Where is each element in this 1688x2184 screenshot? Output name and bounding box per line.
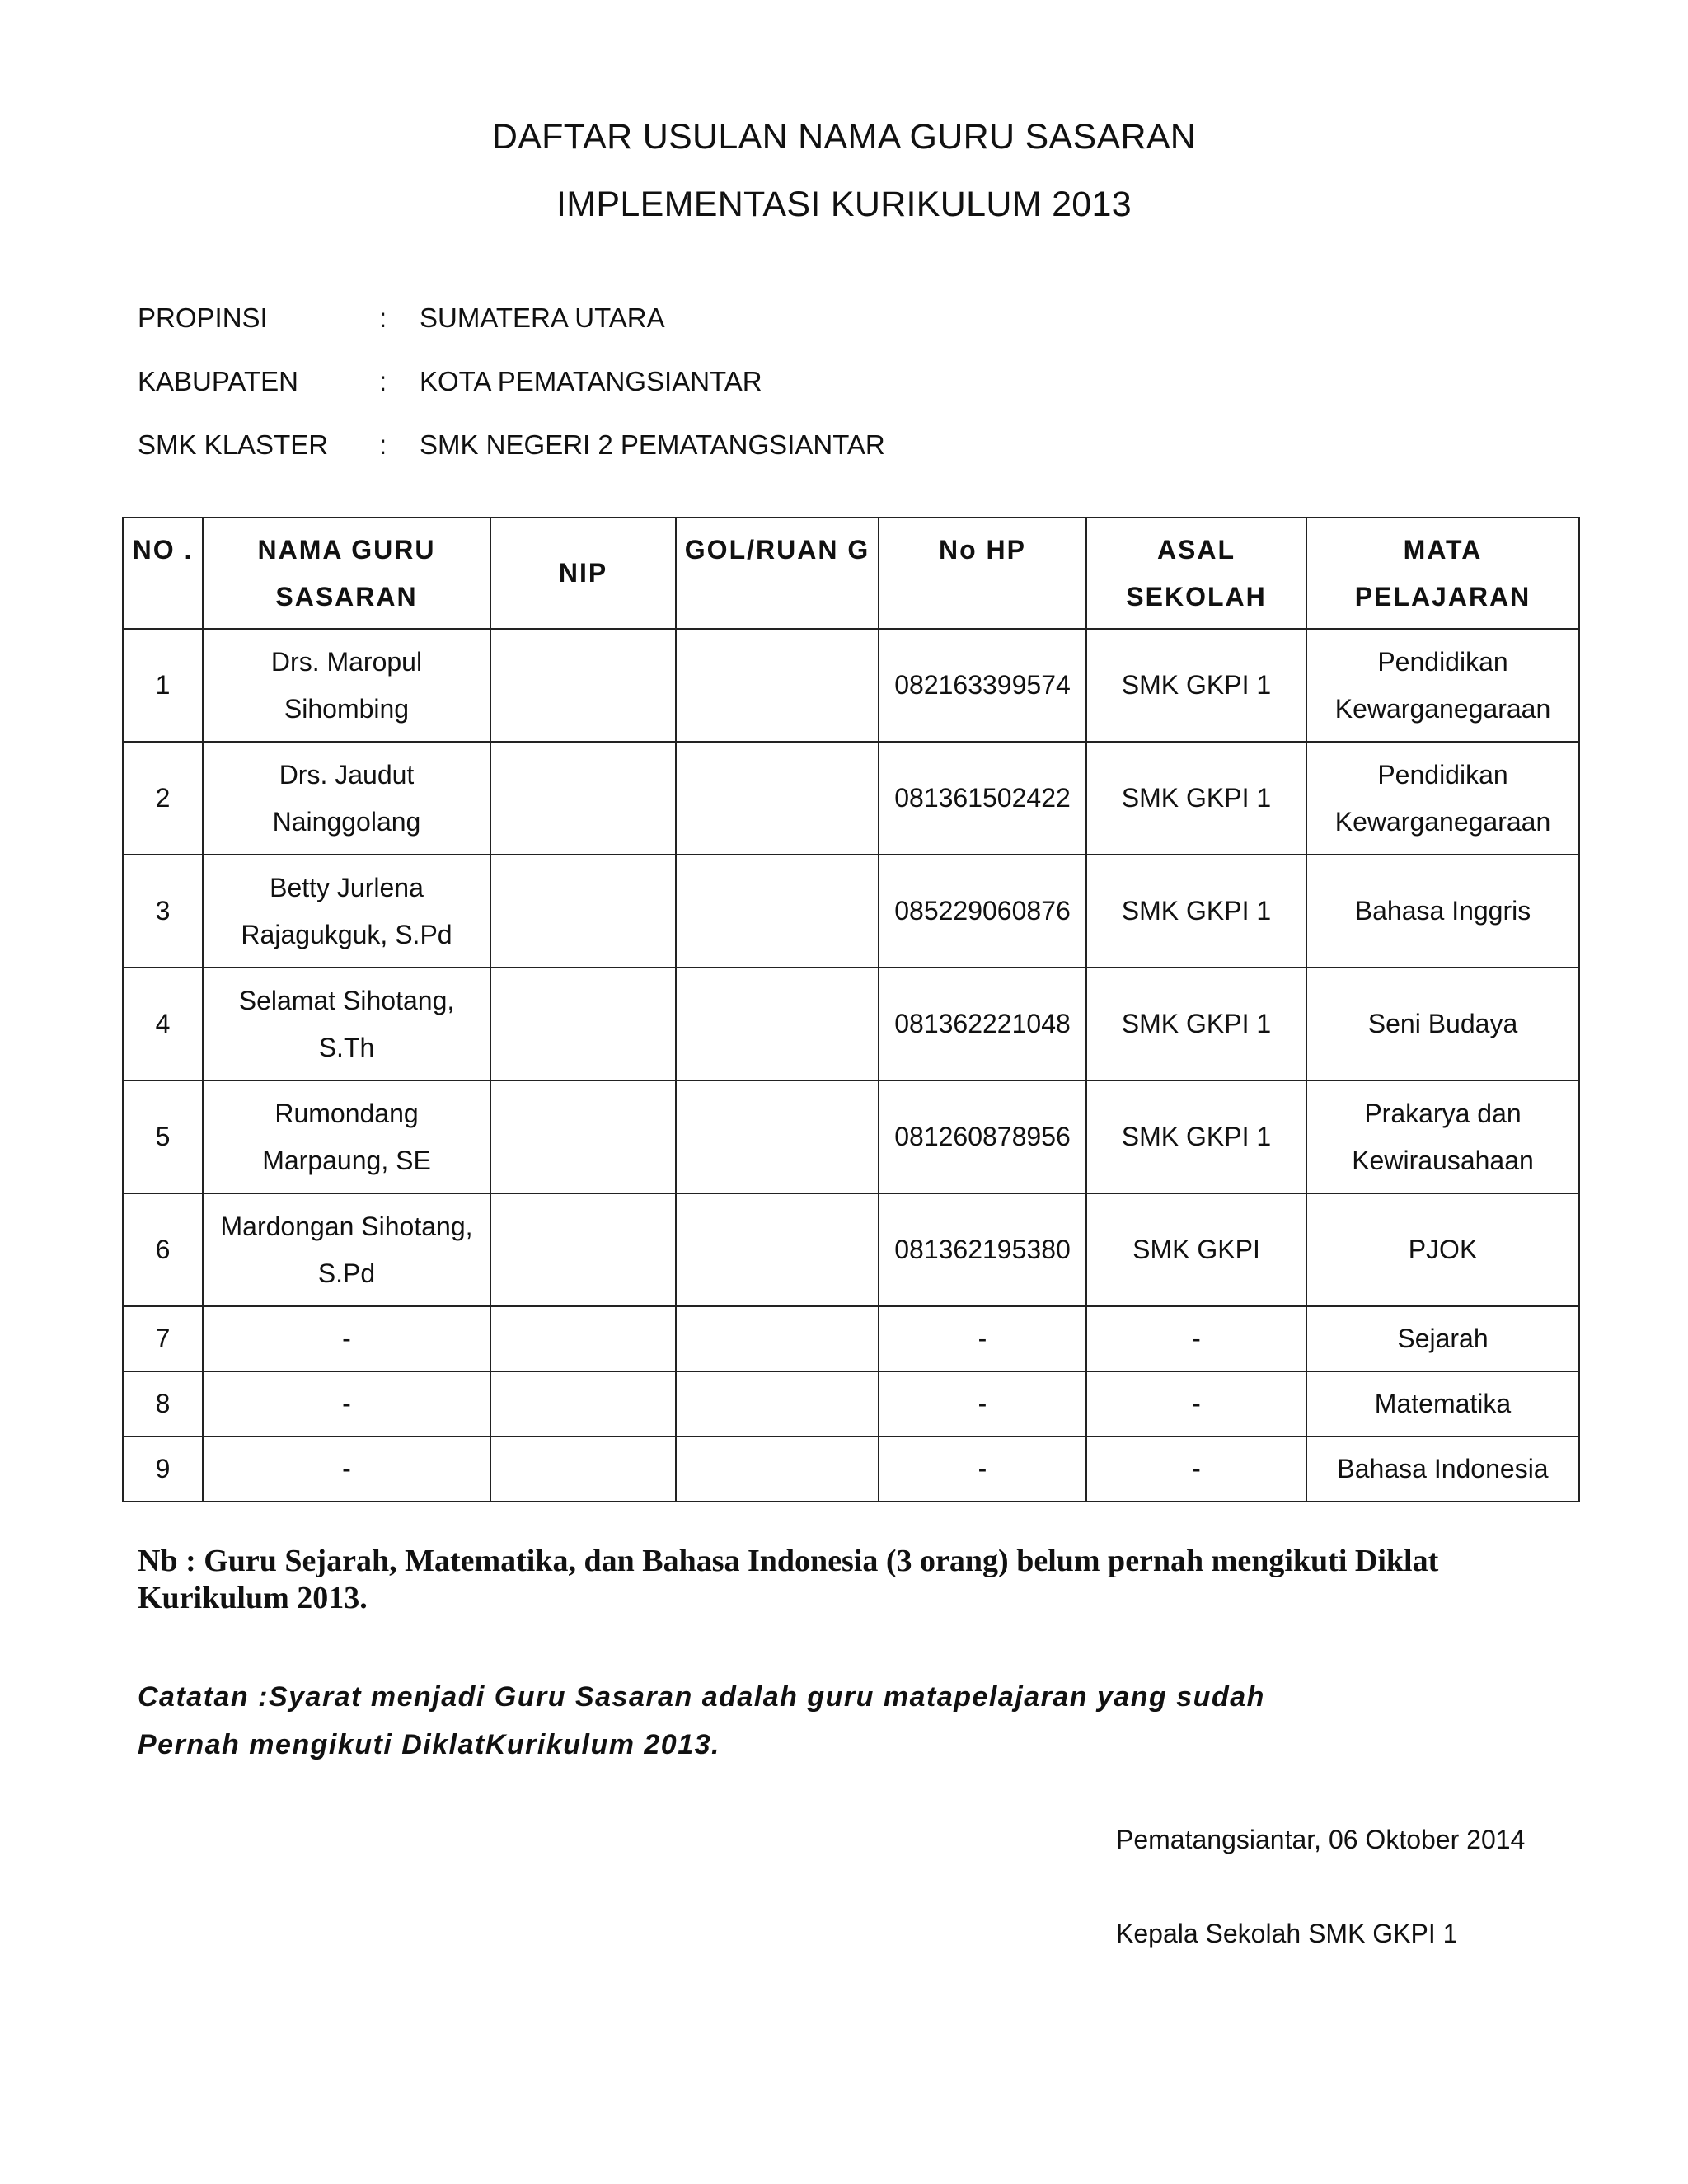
cell-gol bbox=[676, 1080, 879, 1193]
cell-asal: - bbox=[1086, 1436, 1306, 1502]
cell-gol bbox=[676, 1371, 879, 1436]
header-no-hp: No HP bbox=[879, 518, 1086, 629]
cell-nip bbox=[490, 1436, 676, 1502]
catatan-line-1: Catatan :Syarat menjadi Guru Sasaran adalah guru matapelajaran yang sudah bbox=[138, 1681, 1265, 1713]
meta-colon: : bbox=[379, 429, 387, 460]
cell-no: 1 bbox=[123, 629, 203, 742]
cell-hp: - bbox=[879, 1436, 1086, 1502]
document-title: DAFTAR USULAN NAMA GURU SASARAN bbox=[491, 117, 1197, 157]
cell-mapel: Pendidikan Kewarganegaraan bbox=[1306, 629, 1579, 742]
meta-label: KABUPATEN bbox=[138, 366, 298, 396]
table-row bbox=[123, 1371, 1579, 1436]
cell-no: 2 bbox=[123, 742, 203, 855]
header-asal-sekolah: ASAL SEKOLAH bbox=[1086, 518, 1306, 629]
cell-gol bbox=[676, 1193, 879, 1306]
header-no: NO . bbox=[123, 518, 203, 629]
cell-asal: SMK GKPI 1 bbox=[1086, 742, 1306, 855]
nb-note: Nb : Guru Sejarah, Matematika, dan Bahasa Indonesia (3 orang) belum pernah mengikuti Diklat Kurikulum 2013. bbox=[138, 1544, 1439, 1615]
table-row bbox=[123, 1436, 1579, 1502]
header-nip: NIP bbox=[490, 518, 676, 629]
cell-gol bbox=[676, 855, 879, 968]
cell-hp: 081362195380 bbox=[879, 1193, 1086, 1306]
table-row bbox=[123, 1080, 1579, 1193]
meta-value: KOTA PEMATANGSIANTAR bbox=[420, 366, 762, 396]
cell-no: 9 bbox=[123, 1436, 203, 1502]
cell-hp: 081361502422 bbox=[879, 742, 1086, 855]
cell-nama: Drs. Maropul Sihombing bbox=[203, 629, 490, 742]
cell-hp: - bbox=[879, 1371, 1086, 1436]
cell-mapel: Matematika bbox=[1306, 1371, 1579, 1436]
cell-no: 8 bbox=[123, 1371, 203, 1436]
cell-nip bbox=[490, 1080, 676, 1193]
cell-asal: - bbox=[1086, 1306, 1306, 1371]
cell-nama: Drs. Jaudut Nainggolang bbox=[203, 742, 490, 855]
cell-nip bbox=[490, 1193, 676, 1306]
meta-colon: : bbox=[379, 366, 387, 396]
cell-mapel: Seni Budaya bbox=[1306, 968, 1579, 1080]
cell-asal: SMK GKPI 1 bbox=[1086, 629, 1306, 742]
table-row bbox=[123, 1193, 1579, 1306]
cell-gol bbox=[676, 629, 879, 742]
cell-asal: SMK GKPI 1 bbox=[1086, 968, 1306, 1080]
catatan-line-2: Pernah mengikuti DiklatKurikulum 2013. bbox=[138, 1729, 720, 1760]
cell-mapel: Bahasa Inggris bbox=[1306, 855, 1579, 968]
cell-no: 4 bbox=[123, 968, 203, 1080]
cell-nama: Mardongan Sihotang, S.Pd bbox=[203, 1193, 490, 1306]
meta-value: SMK NEGERI 2 PEMATANGSIANTAR bbox=[420, 429, 885, 460]
signature-place-date: Pematangsiantar, 06 Oktober 2014 bbox=[1116, 1825, 1526, 1854]
cell-no: 3 bbox=[123, 855, 203, 968]
signature-title: Kepala Sekolah SMK GKPI 1 bbox=[1116, 1919, 1458, 1948]
cell-hp: 082163399574 bbox=[879, 629, 1086, 742]
cell-mapel: Pendidikan Kewarganegaraan bbox=[1306, 742, 1579, 855]
cell-asal: - bbox=[1086, 1371, 1306, 1436]
meta-value: SUMATERA UTARA bbox=[420, 302, 665, 333]
cell-nip bbox=[490, 742, 676, 855]
cell-nip bbox=[490, 1306, 676, 1371]
cell-hp: 081362221048 bbox=[879, 968, 1086, 1080]
header-mata-pelajaran: MATA PELAJARAN bbox=[1306, 518, 1579, 629]
cell-hp: 085229060876 bbox=[879, 855, 1086, 968]
cell-no: 6 bbox=[123, 1193, 203, 1306]
cell-nip bbox=[490, 855, 676, 968]
cell-nama: Selamat Sihotang, S.Th bbox=[203, 968, 490, 1080]
cell-mapel: PJOK bbox=[1306, 1193, 1579, 1306]
table-header-row bbox=[123, 518, 1579, 629]
header-gol-ruang: GOL/RUAN G bbox=[676, 518, 879, 629]
cell-no: 7 bbox=[123, 1306, 203, 1371]
table-row bbox=[123, 629, 1579, 742]
cell-mapel: Sejarah bbox=[1306, 1306, 1579, 1371]
cell-nip bbox=[490, 968, 676, 1080]
cell-mapel: Prakarya dan Kewirausahaan bbox=[1306, 1080, 1579, 1193]
table-row bbox=[123, 1306, 1579, 1371]
cell-gol bbox=[676, 968, 879, 1080]
header-nama-guru: NAMA GURU SASARAN bbox=[203, 518, 490, 629]
cell-mapel: Bahasa Indonesia bbox=[1306, 1436, 1579, 1502]
teacher-table bbox=[122, 517, 1580, 1502]
meta-colon: : bbox=[379, 302, 387, 333]
meta-label: PROPINSI bbox=[138, 302, 268, 333]
cell-gol bbox=[676, 1306, 879, 1371]
cell-hp: - bbox=[879, 1306, 1086, 1371]
cell-nama: Rumondang Marpaung, SE bbox=[203, 1080, 490, 1193]
document-subtitle: IMPLEMENTASI KURIKULUM 2013 bbox=[556, 185, 1132, 224]
cell-nip bbox=[490, 1371, 676, 1436]
cell-gol bbox=[676, 1436, 879, 1502]
table-row bbox=[123, 742, 1579, 855]
cell-gol bbox=[676, 742, 879, 855]
cell-asal: SMK GKPI 1 bbox=[1086, 855, 1306, 968]
meta-label: SMK KLASTER bbox=[138, 429, 329, 460]
cell-nip bbox=[490, 629, 676, 742]
cell-no: 5 bbox=[123, 1080, 203, 1193]
table-row bbox=[123, 855, 1579, 968]
cell-nama: - bbox=[203, 1306, 490, 1371]
table-row bbox=[123, 968, 1579, 1080]
cell-nama: - bbox=[203, 1371, 490, 1436]
cell-hp: 081260878956 bbox=[879, 1080, 1086, 1193]
cell-asal: SMK GKPI 1 bbox=[1086, 1080, 1306, 1193]
cell-nama: - bbox=[203, 1436, 490, 1502]
cell-asal: SMK GKPI bbox=[1086, 1193, 1306, 1306]
cell-nama: Betty Jurlena Rajagukguk, S.Pd bbox=[203, 855, 490, 968]
